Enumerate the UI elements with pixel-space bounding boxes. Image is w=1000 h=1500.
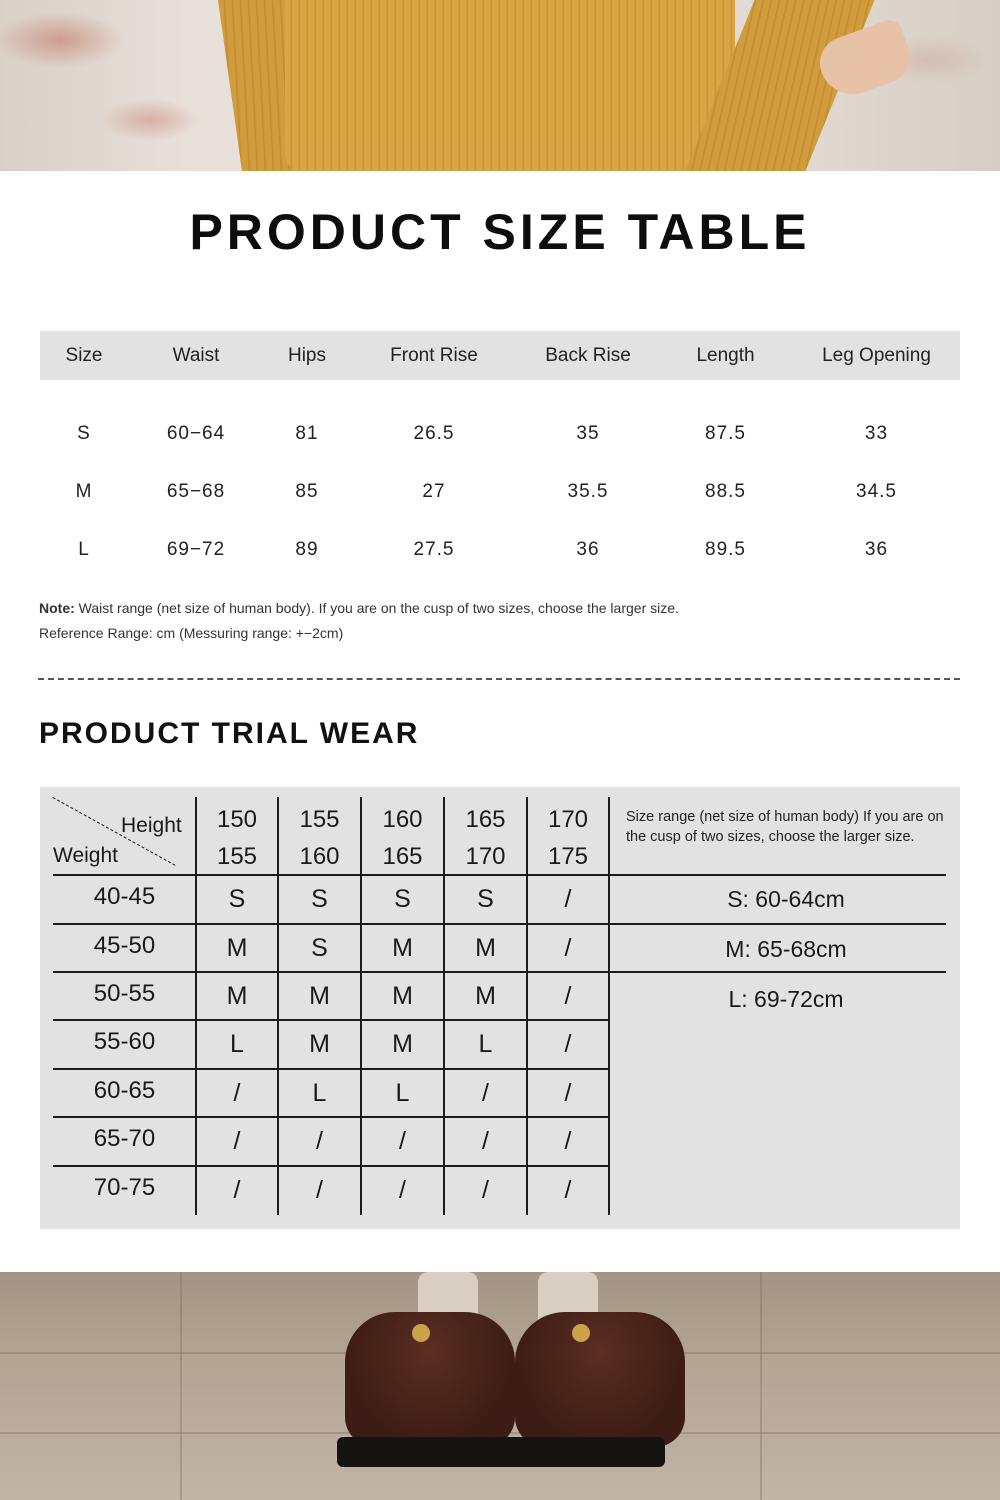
- note-label: Note:: [39, 600, 75, 616]
- page-title: PRODUCT SIZE TABLE: [189, 204, 811, 260]
- size-recommendation: /: [399, 1176, 406, 1204]
- section-divider: [38, 678, 960, 680]
- table-cell: 35.5: [567, 481, 609, 502]
- table-cell: 87.5: [705, 423, 746, 444]
- size-recommendation: /: [564, 934, 572, 962]
- note-text: Waist range (net size of human body). If you are on the cusp of two sizes, choose the larger size.: [74, 600, 679, 616]
- size-recommendation: /: [233, 1127, 241, 1155]
- header-front-rise: Front Rise: [350, 331, 518, 380]
- sweater: [285, 0, 735, 171]
- header-back-rise: Back Rise: [518, 331, 658, 380]
- size-recommendation: M: [392, 982, 413, 1010]
- table-cell: L: [78, 539, 90, 560]
- weight-range: 45-50: [93, 932, 156, 959]
- shoe-right: [515, 1312, 685, 1447]
- table-cell: 65−68: [166, 481, 226, 502]
- range-s: S: 60-64cm: [727, 886, 845, 912]
- shoe-left: [345, 1312, 515, 1447]
- model-shoes-photo: [0, 1272, 1000, 1500]
- size-recommendation: S: [477, 885, 494, 913]
- grid-line-horizontal: [53, 1019, 609, 1021]
- size-recommendation: /: [564, 885, 572, 913]
- size-recommendation: /: [564, 982, 572, 1010]
- table-cell: 89.5: [705, 539, 746, 560]
- height-range-bottom: 165: [382, 843, 423, 870]
- size-recommendation: /: [564, 1127, 572, 1155]
- weight-range: 70-75: [93, 1174, 156, 1201]
- grid-line-horizontal: [53, 923, 946, 925]
- height-range-top: 160: [382, 806, 423, 833]
- height-range-top: 170: [547, 806, 589, 833]
- range-note: Size range (net size of human body) If you are on the cusp of two sizes, choose the larger size.: [626, 809, 944, 845]
- size-recommendation: M: [226, 982, 248, 1010]
- header-length: Length: [658, 331, 793, 380]
- weight-range: 55-60: [93, 1028, 156, 1055]
- table-cell: 33: [864, 423, 889, 444]
- height-label: Height: [121, 814, 182, 837]
- size-recommendation: M: [475, 982, 496, 1010]
- height-range-top: 155: [299, 806, 340, 833]
- size-recommendation: /: [399, 1127, 406, 1155]
- size-recommendation: /: [482, 1079, 489, 1107]
- table-cell: 85: [295, 481, 319, 502]
- header-size: Size: [40, 331, 128, 380]
- grid-line-horizontal: [53, 1116, 609, 1118]
- size-recommendation: M: [309, 982, 330, 1010]
- table-cell: 89: [295, 539, 319, 560]
- grid-line-horizontal: [53, 1068, 609, 1070]
- weight-range: 60-65: [93, 1077, 156, 1104]
- header-waist: Waist: [128, 331, 264, 380]
- header-leg-opening: Leg Opening: [793, 331, 960, 380]
- height-range-top: 165: [465, 806, 506, 833]
- table-cell: 69−72: [166, 539, 226, 560]
- note-line-2: Reference Range: cm (Messuring range: +−2cm): [39, 625, 344, 641]
- size-recommendation: M: [392, 934, 413, 962]
- table-cell: S: [77, 423, 91, 444]
- header-hips: Hips: [264, 331, 350, 380]
- table-cell: 27.5: [413, 539, 455, 560]
- size-recommendation: S: [311, 885, 328, 913]
- table-cell: 81: [295, 423, 319, 444]
- weight-range: 65-70: [93, 1125, 156, 1152]
- weight-range: 40-45: [93, 883, 156, 910]
- size-recommendation: L: [395, 1079, 410, 1107]
- weight-range: 50-55: [93, 980, 156, 1007]
- sole-right: [485, 1437, 665, 1467]
- size-recommendation: L: [312, 1079, 327, 1107]
- size-recommendation: M: [392, 1030, 413, 1058]
- table-row: [40, 463, 960, 521]
- size-table: [40, 331, 960, 579]
- table-cell: M: [75, 481, 93, 502]
- size-recommendation: S: [228, 885, 246, 913]
- height-range-bottom: 155: [216, 843, 258, 870]
- table-cell: 60−64: [166, 423, 226, 444]
- table-cell: 27: [422, 481, 446, 502]
- trial-wear-panel: [40, 787, 960, 1229]
- table-row: [40, 521, 960, 579]
- size-recommendation: /: [482, 1127, 489, 1155]
- table-cell: 34.5: [856, 481, 897, 502]
- range-l: L: 69-72cm: [728, 986, 844, 1012]
- height-range-bottom: 170: [465, 843, 506, 870]
- floor-tile-line: [180, 1272, 182, 1500]
- shoe-buckle-right: [572, 1324, 590, 1342]
- floor-tile-line: [760, 1272, 762, 1500]
- size-recommendation: S: [311, 934, 328, 962]
- size-recommendation: L: [230, 1030, 244, 1058]
- note-line-1: [39, 596, 679, 621]
- weight-label: Weight: [53, 844, 118, 867]
- size-recommendation: /: [564, 1079, 572, 1107]
- size-recommendation: /: [564, 1030, 572, 1058]
- size-recommendation: L: [478, 1030, 493, 1058]
- size-recommendation: /: [482, 1176, 489, 1204]
- height-range-bottom: 160: [299, 843, 340, 870]
- size-recommendation: M: [475, 934, 496, 962]
- grid-line-horizontal: [53, 1165, 609, 1167]
- size-recommendation: /: [564, 1176, 572, 1204]
- size-note: [39, 596, 679, 646]
- table-cell: 36: [864, 539, 889, 560]
- size-recommendation: S: [394, 885, 411, 913]
- table-row: [40, 405, 960, 463]
- size-recommendation: /: [233, 1079, 241, 1107]
- size-table-header: [40, 331, 960, 380]
- height-range-bottom: 175: [547, 843, 589, 870]
- size-recommendation: /: [316, 1127, 323, 1155]
- table-cell: 35: [576, 423, 600, 444]
- size-recommendation: /: [316, 1176, 323, 1204]
- size-recommendation: /: [233, 1176, 241, 1204]
- table-cell: 26.5: [413, 423, 455, 444]
- table-cell: 36: [576, 539, 600, 560]
- shoe-buckle-left: [412, 1324, 430, 1342]
- size-recommendation: M: [226, 934, 248, 962]
- size-recommendation: M: [309, 1030, 330, 1058]
- height-range-top: 150: [216, 806, 258, 833]
- grid-line-horizontal: [53, 971, 946, 973]
- model-sweater-photo: [0, 0, 1000, 171]
- range-m: M: 65-68cm: [725, 936, 847, 962]
- trial-title: PRODUCT TRIAL WEAR: [39, 717, 420, 750]
- table-cell: 88.5: [705, 481, 746, 502]
